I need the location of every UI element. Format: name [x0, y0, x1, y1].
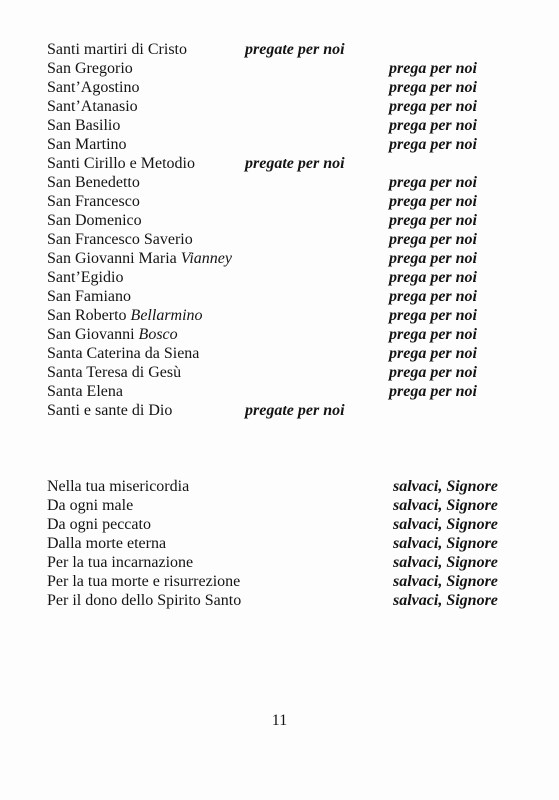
litany-row	[47, 249, 507, 268]
response-text: prega per noi	[389, 212, 477, 229]
saint-name: San Giovanni Maria Vianney	[47, 250, 232, 267]
saint-name: Santa Elena	[47, 383, 123, 400]
litany-row	[47, 268, 507, 287]
litany-row	[47, 192, 507, 211]
response-text: salvaci, Signore	[393, 592, 498, 609]
saint-name: Santi Cirillo e Metodio	[47, 155, 195, 172]
litany-row	[47, 211, 507, 230]
response-text: prega per noi	[389, 193, 477, 210]
invocation-text: Da ogni male	[47, 497, 134, 514]
invocation-text: Per la tua incarnazione	[47, 554, 194, 571]
saint-name: San Francesco Saverio	[47, 231, 193, 248]
invocation-row	[47, 534, 507, 553]
saint-name: San Martino	[47, 136, 127, 153]
saint-name: Sant’Egidio	[47, 269, 124, 286]
response-text: prega per noi	[389, 250, 477, 267]
saint-name: San Francesco	[47, 193, 140, 210]
invocation-row	[47, 496, 507, 515]
response-text: prega per noi	[389, 364, 477, 381]
invocation-text: Nella tua misericordia	[47, 478, 190, 495]
litany-saints-list	[47, 40, 507, 420]
saint-name: Santi e sante di Dio	[47, 402, 173, 419]
response-text: prega per noi	[389, 136, 477, 153]
invocation-text: Da ogni peccato	[47, 516, 151, 533]
litany-row	[47, 78, 507, 97]
litany-row	[47, 40, 507, 59]
saint-name: Santi martiri di Cristo	[47, 41, 187, 58]
invocation-row	[47, 477, 507, 496]
response-text: prega per noi	[389, 117, 477, 134]
invocation-row	[47, 515, 507, 534]
invocation-row	[47, 553, 507, 572]
litany-row	[47, 116, 507, 135]
response-text: pregate per noi	[245, 41, 345, 58]
litany-row	[47, 230, 507, 249]
response-text: salvaci, Signore	[393, 516, 498, 533]
invocation-text: Dalla morte eterna	[47, 535, 167, 552]
response-text: salvaci, Signore	[393, 573, 498, 590]
response-text: salvaci, Signore	[393, 535, 498, 552]
response-text: prega per noi	[389, 269, 477, 286]
saint-name: San Roberto Bellarmino	[47, 307, 203, 324]
saint-name: Santa Teresa di Gesù	[47, 364, 182, 381]
response-text: salvaci, Signore	[393, 554, 498, 571]
response-text: salvaci, Signore	[393, 497, 498, 514]
litany-row	[47, 363, 507, 382]
saint-name: San Famiano	[47, 288, 131, 305]
saint-name: San Basilio	[47, 117, 121, 134]
saint-name: Sant’Agostino	[47, 79, 140, 96]
saint-name: San Benedetto	[47, 174, 140, 191]
response-text: prega per noi	[389, 383, 477, 400]
response-text: prega per noi	[389, 288, 477, 305]
invocation-row	[47, 591, 507, 610]
response-text: prega per noi	[389, 231, 477, 248]
response-text: prega per noi	[389, 174, 477, 191]
invocation-text: Per la tua morte e risurrezione	[47, 573, 241, 590]
response-text: salvaci, Signore	[393, 478, 498, 495]
litany-row	[47, 325, 507, 344]
litany-row	[47, 287, 507, 306]
litany-row	[47, 135, 507, 154]
invocation-text: Per il dono dello Spirito Santo	[47, 592, 242, 609]
litany-row	[47, 97, 507, 116]
response-text: prega per noi	[389, 326, 477, 343]
response-text: prega per noi	[389, 79, 477, 96]
response-text: prega per noi	[389, 345, 477, 362]
litany-row	[47, 382, 507, 401]
saint-name: San Gregorio	[47, 60, 133, 77]
response-text: prega per noi	[389, 60, 477, 77]
litany-row	[47, 344, 507, 363]
invocation-row	[47, 572, 507, 591]
litany-row	[47, 59, 507, 78]
response-text: pregate per noi	[245, 155, 345, 172]
response-text: prega per noi	[389, 98, 477, 115]
litany-row	[47, 306, 507, 325]
litany-row	[47, 401, 507, 420]
saint-name: Sant’Atanasio	[47, 98, 138, 115]
response-text: pregate per noi	[245, 402, 345, 419]
saint-name: San Domenico	[47, 212, 142, 229]
saint-name: Santa Caterina da Siena	[47, 345, 200, 362]
response-text: prega per noi	[389, 307, 477, 324]
litany-row	[47, 173, 507, 192]
litany-invocations-list	[47, 477, 507, 610]
saint-name: San Giovanni Bosco	[47, 326, 178, 343]
litany-row	[47, 154, 507, 173]
page-number: 11	[271, 712, 288, 729]
